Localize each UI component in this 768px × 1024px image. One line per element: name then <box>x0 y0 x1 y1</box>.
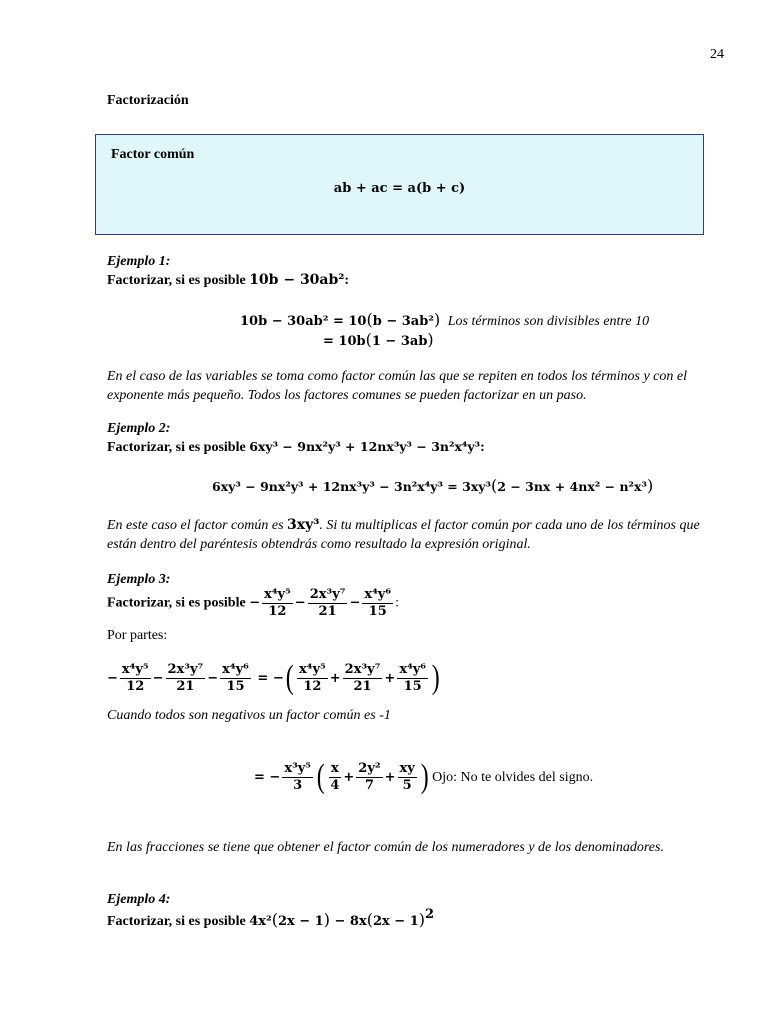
ex3-minus-1: − <box>249 595 261 611</box>
ex3-res-frac-4: $\frac{xy}{5}$ <box>399 761 415 793</box>
ex3-res-plus-2: + <box>384 770 396 786</box>
ex3-fractions-note: En las fracciones se tiene que obtener el factor común de los numeradores y de los denominadores. <box>107 840 664 855</box>
ex1-note: Los términos son divisibles entre 10 <box>447 314 650 329</box>
ex3-res-equals: = − <box>254 770 281 786</box>
ex1-paren2-close: ) <box>427 330 434 349</box>
box-formula: ab + ac = a(b + c) <box>333 181 466 196</box>
ex3-exp-frac-1: $\frac{\text{x⁴y⁵}}{12}$ <box>121 662 149 694</box>
ex3-minus-2: − <box>294 595 306 611</box>
ex1-step2-inner: 1 − 3ab <box>371 334 428 349</box>
ex2-explanation <box>107 516 727 554</box>
ex3-prompt: Factorizar, si es posible <box>107 595 246 611</box>
ex3-por-partes: Por partes: <box>107 628 168 643</box>
ex3-exp-frac-2: $\frac{\text{2x³y⁷}}{21}$ <box>167 662 204 694</box>
ex4-expr-b: − 8x <box>329 914 367 929</box>
ex4-paren-b-open: ( <box>366 910 373 929</box>
ex1-step1-lhs: 10b − 30ab² = 10 <box>240 314 367 329</box>
ex1-prompt-line <box>107 272 349 289</box>
ex1-step2-lhs: = 10b <box>323 334 366 349</box>
ex1-heading: Ejemplo 1: <box>107 254 171 269</box>
ex3-ojo: Ojo: No te olvides del signo. <box>432 769 594 785</box>
ex1-explanation: En el caso de las variables se toma como factor común las que se repiten en todos los términos y con el exponente más pequeño. Todos los factores comunes se pueden factorizar en un paso. <box>107 369 687 403</box>
ex3-exp-frac-3: $\frac{\text{x⁴y⁶}}{15}$ <box>222 662 249 694</box>
ex2-heading: Ejemplo 2: <box>107 421 171 436</box>
ex1-prompt: Factorizar, si es posible <box>107 273 246 288</box>
ex4-heading: Ejemplo 4: <box>107 892 171 907</box>
ex3-frac-1: $\frac{\text{x⁴y⁵}}{12}$ <box>264 587 291 619</box>
ex2-prompt: Factorizar, si es posible <box>107 440 246 455</box>
ex3-in-frac-2: $\frac{\text{2x³y⁷}}{21}$ <box>344 662 381 694</box>
ex1-paren-open: ( <box>366 310 373 329</box>
ex1-paren2-open: ( <box>365 330 372 349</box>
ex2-expr: 6xy³ − 9nx²y³ + 12nx³y³ − 3n²x⁴y³ <box>249 439 481 454</box>
ex4-paren-b-close: ) <box>418 910 426 929</box>
ex2-result <box>212 476 653 496</box>
page-number: 24 <box>710 47 724 62</box>
ex3-res-frac-2: $\frac{x}{4}$ <box>330 761 340 793</box>
ex3-plus-2: + <box>384 671 396 687</box>
ex4-prompt: Factorizar, si es posible <box>107 914 246 929</box>
ex4-inner-b: 2x − 1 <box>372 914 419 929</box>
ex3-exp-minus-1: − <box>107 671 118 687</box>
ex2-result-inner: 2 − 3nx + 4nx² − n²x³ <box>497 479 647 494</box>
ex4-paren-a-close: ) <box>323 910 330 929</box>
ex4-expr-a: 4x² <box>249 914 272 929</box>
ex3-in-frac-3: $\frac{\text{x⁴y⁶}}{15}$ <box>399 662 427 694</box>
ex2-prompt-line <box>107 439 485 456</box>
ex2-paren-open: ( <box>491 476 498 495</box>
ex3-minus-3: − <box>349 595 361 611</box>
ex4-paren-a-open: ( <box>271 910 278 929</box>
ex3-in-frac-1: $\frac{\text{x⁴y⁵}}{12}$ <box>299 662 326 694</box>
ex1-step2 <box>323 330 434 350</box>
ex3-exp-equals: = − <box>252 671 284 687</box>
ex3-plus-1: + <box>329 671 341 687</box>
ex3-expansion: − $\frac{\text{x⁴y⁵}}{12}$ − $\frac{\text{2x³y⁷}}{21}$ − $\frac{\text{x⁴y⁶}}{15}$ = −( $\frac{\text{x⁴y⁵}}{12}$ + $\frac{\text{2x³y⁷}}{21}$ + $\frac{\text{x⁴y⁶}}{15}$ ) <box>107 659 440 697</box>
ex3-exp-minus-3: − <box>207 671 219 687</box>
ex1-step1-inner: b − 3ab² <box>372 314 435 329</box>
ex1-step1 <box>240 310 649 330</box>
ex3-res-plus-1: + <box>343 770 355 786</box>
ex3-colon: : <box>395 595 399 611</box>
ex1-expr: 10b − 30ab² <box>249 272 345 288</box>
ex3-res-frac-3: $\frac{\text{2y²}}{7}$ <box>358 761 381 793</box>
ex2-colon: : <box>480 440 485 455</box>
ex3-result: = − $\frac{\text{x³y⁵}}{3}$ ( $\frac{x}{4}$ + $\frac{\text{2y²}}{7}$ + $\frac{xy}{5}$ ) Ojo: No te olvides del signo. <box>254 758 594 796</box>
ex2-factor: 3xy³ <box>287 517 320 533</box>
ex4-inner-a: 2x − 1 <box>277 914 324 929</box>
section-title: Factorización <box>107 93 189 108</box>
ex2-explanation-b: . Si tu multiplicas el factor común por cada uno de los términos que están dentro del paréntesis obtendrás como resultado la expresión original. <box>107 518 700 552</box>
ex1-paren-close: ) <box>434 310 441 329</box>
ex4-prompt-line <box>107 906 435 930</box>
ex1-colon: : <box>344 273 350 288</box>
ex3-prompt-line <box>107 588 399 619</box>
ex4-exponent: 2 <box>425 906 435 922</box>
ex3-exp-minus-2: − <box>152 671 164 687</box>
ex2-paren-close: ) <box>646 476 654 495</box>
ex3-res-frac-1: $\frac{\text{x³y⁵}}{3}$ <box>284 761 312 793</box>
ex2-result-lhs: 6xy³ − 9nx²y³ + 12nx³y³ − 3n²x⁴y³ = 3xy³ <box>212 479 492 494</box>
ex2-explanation-a: En este caso el factor común es <box>107 518 284 533</box>
box-heading: Factor común <box>111 147 195 162</box>
ex3-frac-3: $\frac{\text{x⁴y⁶}}{15}$ <box>364 587 392 619</box>
ex3-heading: Ejemplo 3: <box>107 572 171 587</box>
factor-comun-box <box>95 134 704 235</box>
ex3-frac-2: $\frac{\text{2x³y⁷}}{21}$ <box>309 587 346 619</box>
ex3-negative-note: Cuando todos son negativos un factor común es -1 <box>107 708 391 723</box>
